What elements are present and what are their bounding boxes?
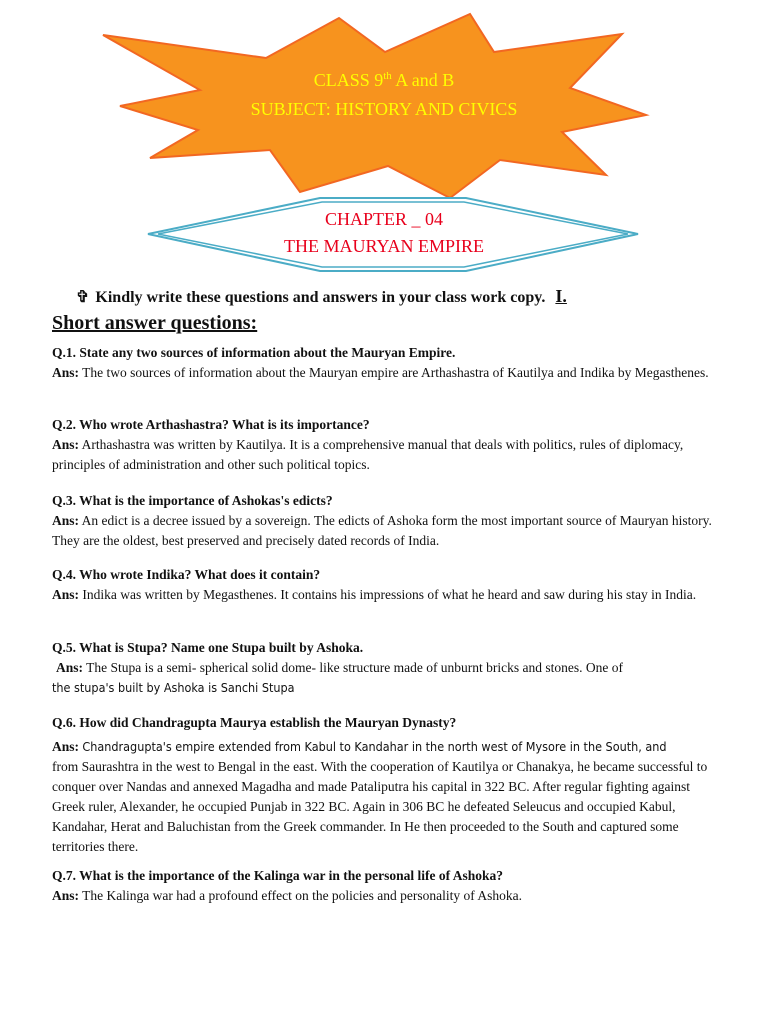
instruction-text: Kindly write these questions and answers in your class work copy. — [95, 289, 546, 306]
answer-label: Ans: — [56, 660, 84, 675]
roman-numeral: I. — [555, 286, 567, 306]
question-text: Q.4. Who wrote Indika? What does it contain? — [52, 567, 321, 582]
instruction-line — [76, 285, 567, 309]
section-heading: Short answer questions: — [52, 312, 258, 334]
answer-label: Ans: — [52, 888, 80, 903]
answer-label: Ans: — [52, 437, 80, 452]
answer-text: Ans: Arthashastra was written by Kautilya. It is a comprehensive manual that deals with politics, rules of diplomacy, principles of administration and other such political topics. — [52, 437, 684, 472]
answer-text-continued: the stupa's built by Ashoka is Sanchi Stupa — [52, 680, 295, 695]
answer-label: Ans: — [52, 739, 80, 754]
subject-title: SUBJECT: HISTORY AND CIVICS — [250, 99, 518, 119]
question-text: Q.7. What is the importance of the Kalinga war in the personal life of Ashoka? — [52, 868, 504, 883]
question-block-1 — [52, 343, 720, 383]
question-block-3 — [52, 491, 720, 551]
answer-label: Ans: — [52, 365, 80, 380]
answer-text-continued: from Saurashtra in the west to Bengal in the east. With the cooperation of Kautilya or Chanakya, he became successful to conquer over Nandas and annexed Magadha and made Pataliputra his capital in 322 BC. After regular fighting against Greek ruler, Alexander, he occupied Punjab in 322 BC. Again in 306 BC he defeated Seleucus and occupied Kabul, Kandahar, Herat and Baluchistan from the Greek commander. In He then proceeded to the South and captured some territories there. — [52, 759, 708, 854]
answer-text: Ans: An edict is a decree issued by a sovereign. The edicts of Ashoka form the most important source of Mauryan history. They are the oldest, best preserved and precisely dated records of India. — [52, 513, 712, 548]
question-text: Q.2. Who wrote Arthashastra? What is its importance? — [52, 417, 370, 432]
question-text: Q.6. How did Chandragupta Maurya establish the Mauryan Dynasty? — [52, 715, 457, 730]
answer-label: Ans: — [52, 587, 80, 602]
question-text: Q.1. State any two sources of information about the Mauryan Empire. — [52, 345, 456, 360]
latin-cross-icon: ✞ — [76, 289, 90, 306]
question-block-4 — [52, 565, 720, 605]
chapter-number: CHAPTER _ 04 — [324, 209, 443, 229]
answer-text: Ans: The two sources of information about the Mauryan empire are Arthashastra of Kautilya and Indika by Megasthenes. — [52, 365, 709, 380]
question-text: Q.3. What is the importance of Ashokas's edicts? — [52, 493, 333, 508]
class-title: CLASS 9th A and B — [313, 70, 455, 90]
question-block-7 — [52, 866, 720, 906]
answer-text: Ans: The Kalinga war had a profound effect on the policies and personality of Ashoka. — [52, 888, 523, 903]
answer-label: Ans: — [52, 513, 80, 528]
question-block-5 — [52, 638, 720, 698]
question-text: Q.5. What is Stupa? Name one Stupa built by Ashoka. — [52, 640, 364, 655]
answer-text: Ans: Indika was written by Megasthenes. It contains his impressions of what he heard and saw during his stay in India. — [52, 587, 697, 602]
answer-text: Ans: The Stupa is a semi- spherical solid dome- like structure made of unburnt bricks and stones. One of — [56, 660, 624, 675]
question-block-2 — [52, 415, 720, 475]
answer-text: Ans: Chandragupta's empire extended from Kabul to Kandahar in the north west of Mysore in the South, and — [52, 739, 667, 754]
chapter-title: THE MAURYAN EMPIRE — [283, 236, 484, 256]
question-block-6 — [52, 713, 720, 857]
